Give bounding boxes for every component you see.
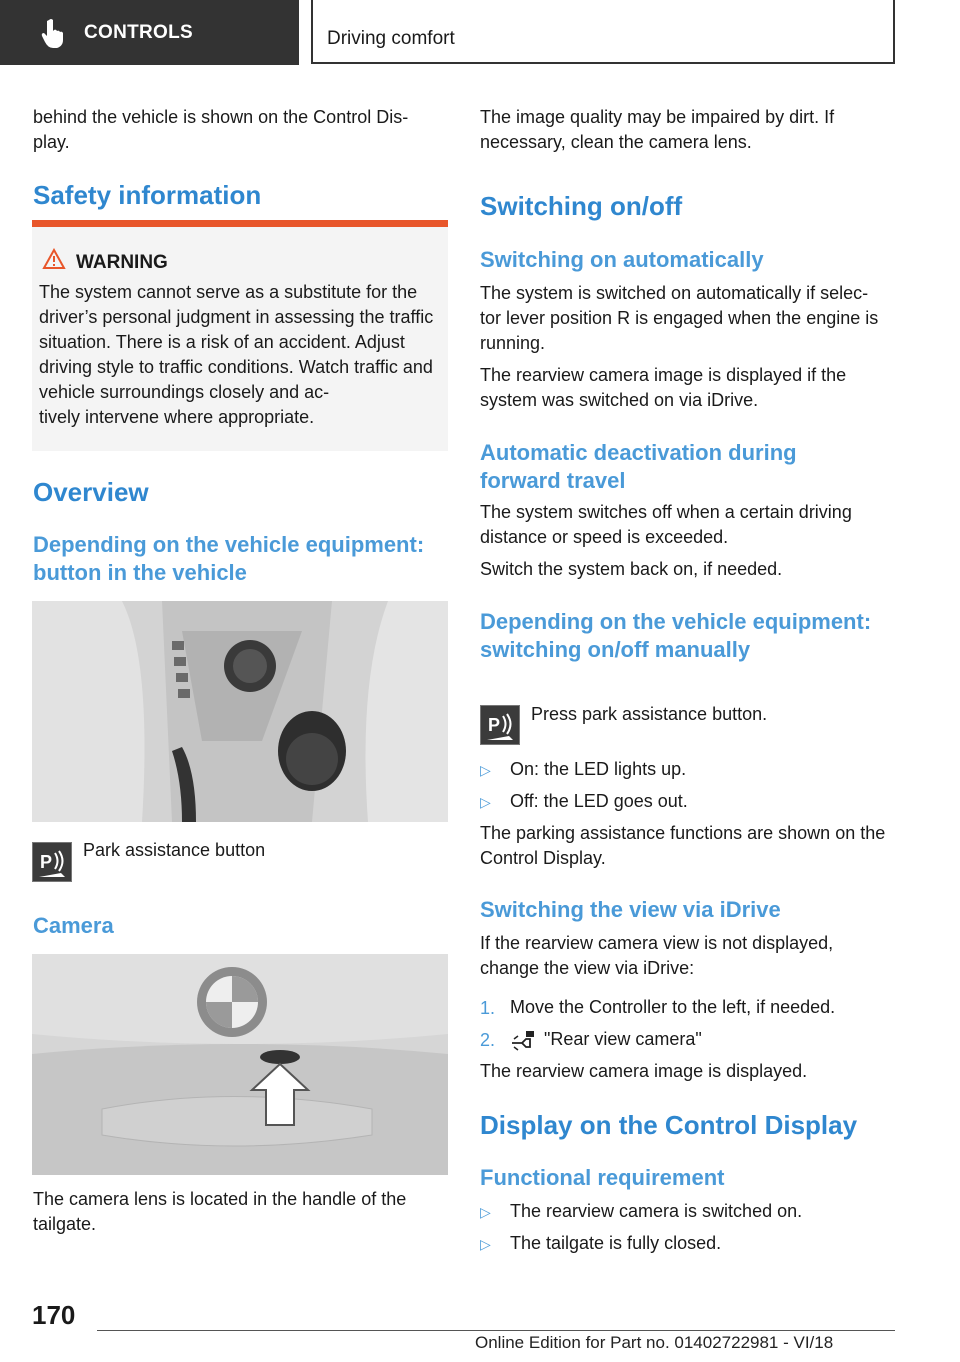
switching-heading: Switching on/off	[480, 191, 683, 221]
warning-text: The system cannot serve as a substitute for the driver’s personal judgment in assessing the traffic situation. There is a risk of an accident. Adjust driving style to traffic conditions. Watch traffic and vehicle surroundings closely and ac- tively intervene where appropriate.	[39, 282, 434, 427]
footer-divider	[97, 1330, 895, 1331]
list-item	[480, 1027, 702, 1053]
auto-off-text-1: The system switches off when a certain driving distance or speed is exceeded.	[480, 502, 852, 547]
header-section-label: CONTROLS	[84, 21, 194, 43]
svg-text:P: P	[488, 715, 501, 735]
svg-text:P: P	[40, 852, 53, 872]
safety-heading: Safety information	[33, 180, 262, 210]
idrive-text-2: The rearview camera image is displayed.	[480, 1061, 808, 1081]
rear-camera-icon	[510, 1027, 544, 1053]
auto-off-text-2: Switch the system back on, if needed.	[480, 559, 783, 579]
manual-text: Press park assistance button.	[531, 704, 768, 724]
warning-label: WARNING	[76, 252, 168, 273]
bullet-marker: ▷	[480, 1236, 491, 1252]
bullet-marker: ▷	[480, 794, 491, 810]
park-assistance-caption: Park assistance button	[83, 840, 266, 860]
tailgate-camera-photo	[32, 954, 448, 1175]
list-item	[480, 789, 688, 815]
footer-edition: Online Edition for Part no. 01402722981 - VI/18	[475, 1333, 834, 1352]
camera-heading: Camera	[33, 913, 114, 938]
hand-pointer-icon	[36, 15, 72, 51]
header-section-tab	[0, 0, 299, 65]
auto-on-heading: Switching on automatically	[480, 247, 764, 272]
header-chapter-label: Driving comfort	[327, 28, 455, 49]
right-intro-text: The image quality may be impaired by dirt. If necessary, clean the camera lens.	[480, 107, 835, 152]
auto-off-heading: Automatic deactivation during forward travel	[480, 440, 797, 493]
center-console-photo	[32, 601, 448, 822]
step-number: 2.	[480, 1030, 496, 1050]
camera-caption: The camera lens is located in the handle of the tailgate.	[33, 1189, 407, 1234]
manual-text-2: The parking assistance functions are shown on the Control Display.	[480, 823, 886, 868]
manual-heading: Depending on the vehicle equipment: switching on/off manually	[480, 609, 872, 662]
idrive-heading: Switching the view via iDrive	[480, 897, 781, 922]
step-number: 1.	[480, 998, 496, 1018]
park-assistance-button-icon	[480, 705, 520, 745]
list-item	[480, 757, 686, 783]
bullet-marker: ▷	[480, 1204, 491, 1220]
auto-on-text-2: The rearview camera image is displayed if the system was switched on via iDrive.	[480, 365, 847, 410]
bullet-text: On: the LED lights up.	[510, 759, 687, 779]
auto-on-text-1: The system is switched on automatically if selec- tor lever position R is engaged when the engine is running.	[480, 283, 879, 353]
overview-heading: Overview	[33, 477, 149, 507]
header-chapter-box	[311, 0, 895, 64]
bullet-text: The rearview camera is switched on.	[510, 1201, 803, 1221]
page-number: 170	[32, 1300, 76, 1330]
list-item	[480, 1199, 802, 1225]
park-assistance-icon	[32, 842, 72, 882]
button-heading: Depending on the vehicle equipment: button in the vehicle	[33, 532, 425, 585]
step-text: Move the Controller to the left, if needed.	[510, 997, 836, 1017]
left-intro-text: behind the vehicle is shown on the Control Dis- play.	[33, 107, 409, 152]
warning-box	[32, 220, 448, 451]
bullet-text: The tailgate is fully closed.	[510, 1233, 722, 1253]
requirement-heading: Functional requirement	[480, 1165, 725, 1190]
display-heading: Display on the Control Display	[480, 1110, 858, 1140]
idrive-text: If the rearview camera view is not displayed, change the view via iDrive:	[480, 933, 834, 978]
list-item	[480, 1231, 721, 1257]
bullet-marker: ▷	[480, 762, 491, 778]
warning-triangle-icon	[42, 248, 66, 275]
step-text: "Rear view camera"	[544, 1029, 702, 1049]
bullet-text: Off: the LED goes out.	[510, 791, 688, 811]
list-item	[480, 995, 835, 1021]
